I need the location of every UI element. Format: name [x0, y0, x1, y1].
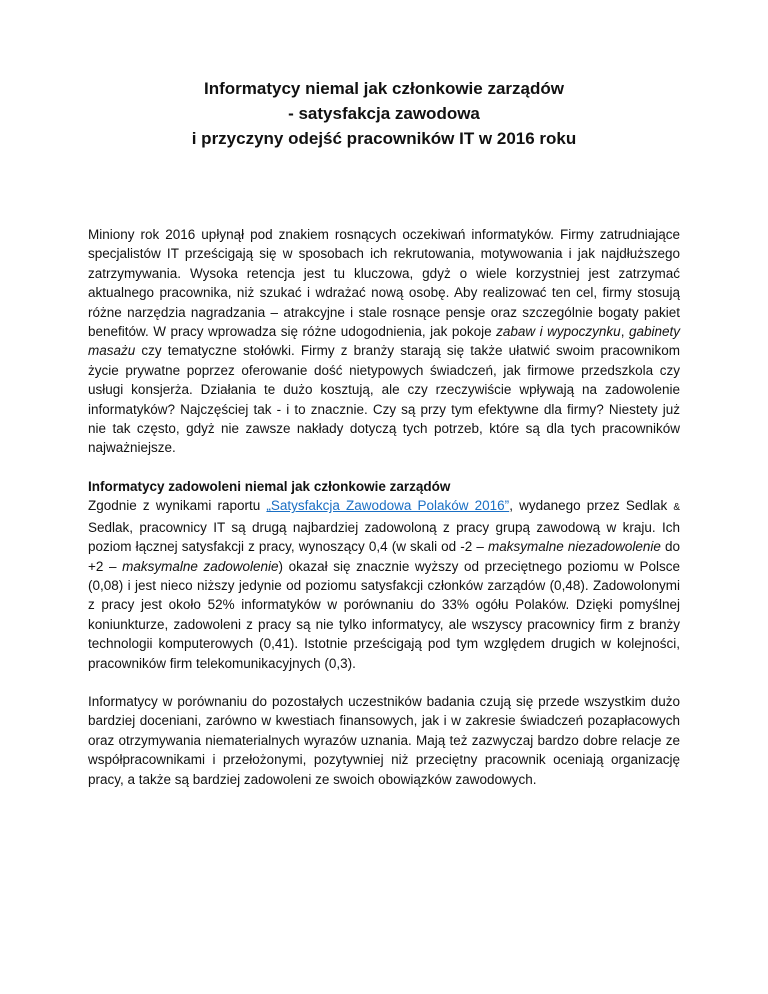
s1-text-a: Zgodnie z wynikami raportu [88, 498, 267, 514]
title-line-2: - satysfakcja zawodowa [288, 104, 480, 123]
intro-text-3: czy tematyczne stołówki. Firmy z branży starają się także ułatwić swoim pracownikom życie prywatne poprzez oferowanie dość nietypowych świadczeń, jak firmowe przedszkola czy usługi konsjerża. Działania te dużo kosztują, ale czy rzeczywiście wpływają na zadowolenie informatyków? Najczęściej tak - i to znacznie. Czy są przy tym efektywne dla firmy? Niestety już nie tak często, gdyż nie zawsze nakłady dotyczą tych potrzeb, które są dla tych pracowników najważniejsze. [88, 343, 680, 456]
s1-text-d: do +2 – [88, 539, 680, 574]
report-link[interactable]: „Satysfakcja Zawodowa Polaków 2016” [266, 498, 510, 514]
title-line-3: i przyczyny odejść pracowników IT w 2016 roku [191, 129, 577, 148]
s1-italic-a: maksymalne niezadowolenie [487, 539, 661, 555]
document-title [88, 76, 680, 151]
section-heading: Informatycy zadowoleni niemal jak członkowie zarządów [88, 478, 451, 494]
intro-italic-1: zabaw i wypoczynku [496, 324, 621, 340]
intro-paragraph [88, 225, 680, 458]
intro-text-1: Miniony rok 2016 upłynął pod znakiem rosnących oczekiwań informatyków. Firmy zatrudniające specjalistów IT prześcigają się w sposobach ich rekrutowania, motywowania i jak najdłuższego zatrzymywania. Wysoka retencja jest tu kluczowa, gdyż o wiele korzystniej jest zatrzymać aktualnego pracownika, niż szukać i wdrażać nową osobę. Aby realizować ten cel, firmy stosują różne narzędzia nagradzania – atrakcyjne i stale rosnące pensje oraz szczególnie bogaty pakiet benefitów. W pracy wprowadza się różne udogodnienia, jak pokoje [88, 227, 680, 340]
section-paragraph-1 [88, 496, 680, 673]
intro-italic-2: gabinety masażu [88, 324, 680, 359]
s1-text-b: , wydanego przez Sedlak [509, 498, 674, 514]
s1-text-c: Sedlak, pracownicy IT są drugą najbardziej zadowoloną z pracy grupą zawodową w kraju. Ich poziom łącznej satysfakcji z pracy, wynoszący 0,4 (w skali od -2 – [88, 519, 680, 555]
s1-ampersand: & [673, 502, 681, 514]
title-line-1: Informatycy niemal jak członkowie zarządów [204, 79, 564, 98]
document-page [88, 76, 680, 789]
s1-text-e: ) okazał się znacznie wyższy od przeciętnego poziomu w Polsce (0,08) i jest nieco niższy jedynie od poziomu satysfakcji członków zarządów (0,48). Zadowolonymi z pracy jest około 52% informatyków w porównaniu do 33% ogółu Polaków. Dzięki pomyślnej koniunkturze, zadowoleni z pracy są nie tylko informatycy, ale wszyscy pracownicy firm z branży technologii komputerowych (0,41). Istotnie prześcigają pod tym względem drugich w kolejności, pracowników firm telekomunikacyjnych (0,3). [88, 558, 681, 671]
intro-text-2: , [620, 324, 629, 340]
section-paragraph-2: Informatycy w porównaniu do pozostałych uczestników badania czują się przede wszystkim dużo bardziej doceniani, zarówno w kwestiach finansowych, jak i w zakresie świadczeń pozapłacowych oraz otrzymywania niematerialnych wyrazów uznania. Mają też zazwyczaj bardzo dobre relacje ze współpracownikami i przełożonymi, pozytywniej niż przeciętny pracownik oceniają organizację pracy, a także są bardziej zadowoleni ze swoich obowiązków zawodowych. [88, 693, 680, 787]
s1-italic-b: maksymalne zadowolenie [122, 558, 279, 574]
